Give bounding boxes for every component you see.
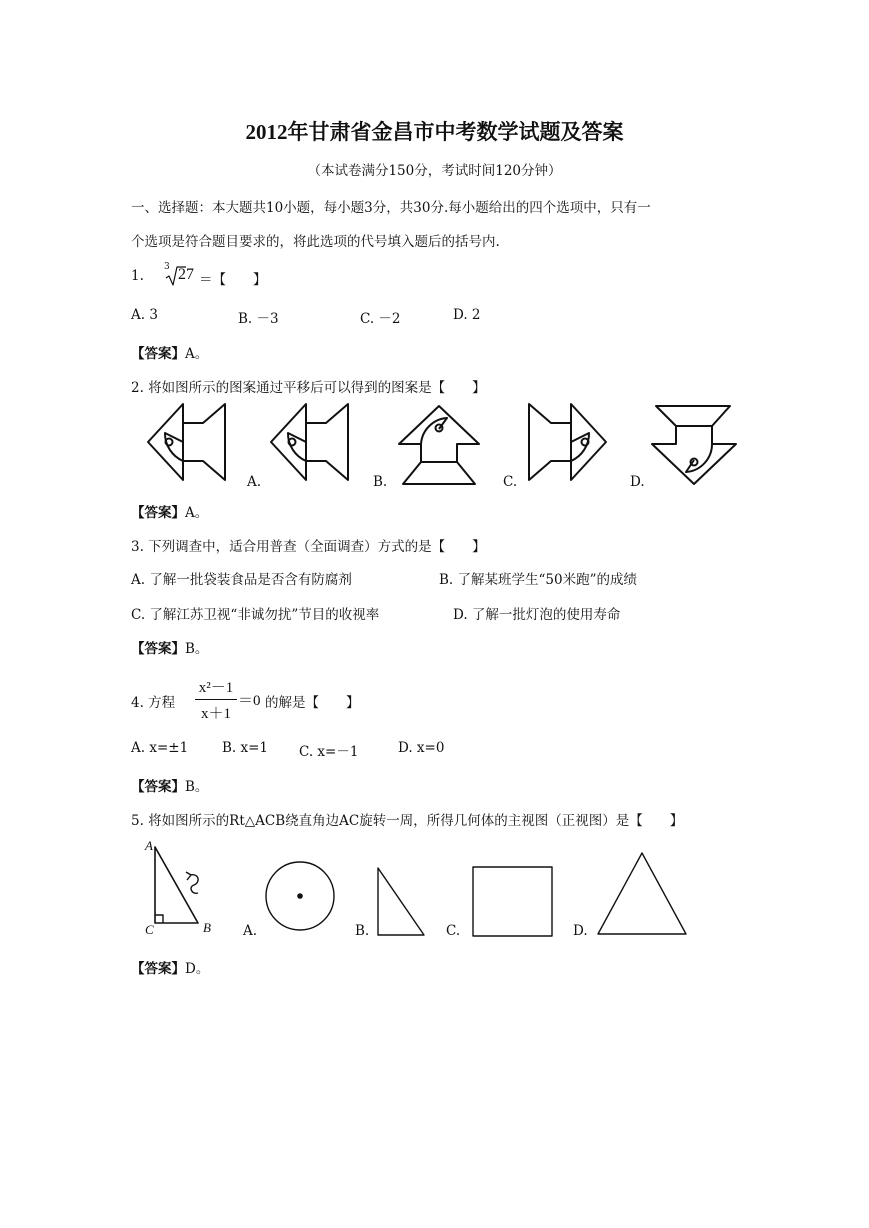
q2-fish-original-figure xyxy=(145,402,235,482)
q5-label-d: D. xyxy=(573,923,588,939)
q2-fish-option-b-figure xyxy=(395,404,485,486)
answer-value: B。 xyxy=(185,779,209,795)
answer-value: B。 xyxy=(185,641,209,657)
q3-option-c: C. 了解江苏卫视“非诚勿扰”节目的收视率 xyxy=(131,607,380,623)
q4-option-b: B. x=1 xyxy=(222,740,269,756)
q5-text: 5. 将如图所示的Rt△ACB绕直角边AC旋转一周，所得几何体的主视图（正视图）是【 】 xyxy=(131,813,684,829)
vertex-label-b: B xyxy=(203,920,211,935)
answer-label: 【答案】 xyxy=(131,346,185,362)
answer-label: 【答案】 xyxy=(131,961,185,977)
q1-radicand: 27 xyxy=(178,266,194,283)
q3-answer xyxy=(131,637,208,657)
section-intro-line2: 个选项是符合题目要求的，将此选项的代号填入题后的括号内. xyxy=(131,234,500,250)
q1-option-c: C. －2 xyxy=(360,311,401,327)
q1-option-b: B. －3 xyxy=(238,311,279,327)
q5-option-c-square-figure xyxy=(471,865,555,939)
q2-answer xyxy=(131,501,208,521)
q3-text: 3. 下列调查中，适合用普查（全面调查）方式的是【 】 xyxy=(131,539,486,555)
q5-option-b-right-triangle-figure xyxy=(375,865,427,939)
q1-option-a: A. 3 xyxy=(131,307,158,323)
q2-text: 2. 将如图所示的图案通过平移后可以得到的图案是【 】 xyxy=(131,380,486,396)
q5-label-c: C. xyxy=(446,923,461,939)
answer-value: D。 xyxy=(185,961,210,977)
q5-option-d-triangle-figure xyxy=(596,851,690,937)
q2-fish-option-a-figure xyxy=(268,402,358,482)
q2-fish-option-d-figure xyxy=(650,404,740,486)
q4-fraction xyxy=(195,676,237,723)
q2-label-b: B. xyxy=(373,474,388,490)
page-title: 2012年甘肃省金昌市中考数学试题及答案 xyxy=(245,120,624,144)
q4-answer xyxy=(131,775,208,795)
q1-tail: ＝【 】 xyxy=(199,272,267,288)
answer-value: A。 xyxy=(185,346,209,362)
q4-prefix: 4. 方程 xyxy=(131,695,176,711)
q5-label-a: A. xyxy=(243,923,258,939)
answer-value: A。 xyxy=(185,505,209,521)
exam-subtitle: （本试卷满分150分，考试时间120分钟） xyxy=(307,163,562,179)
q1-number: 1. xyxy=(131,268,144,284)
q3-option-b: B. 了解某班学生“50米跑”的成绩 xyxy=(439,572,637,588)
q4-option-a: A. x=±1 xyxy=(131,740,189,756)
answer-label: 【答案】 xyxy=(131,779,185,795)
q1-option-d: D. 2 xyxy=(453,307,481,323)
q4-option-d: D. x=0 xyxy=(398,740,445,756)
vertex-label-c: C xyxy=(145,922,154,937)
q2-label-d: D. xyxy=(630,474,645,490)
q5-label-b: B. xyxy=(355,923,370,939)
q3-option-d: D. 了解一批灯泡的使用寿命 xyxy=(453,607,621,623)
answer-label: 【答案】 xyxy=(131,505,185,521)
q4-equals: ＝0 xyxy=(238,693,261,709)
q5-answer xyxy=(131,957,209,977)
section-intro-line1: 一、选择题：本大题共10小题，每小题3分，共30分.每小题给出的四个选项中，只有一 xyxy=(131,200,651,216)
q4-denominator: x＋1 xyxy=(200,706,231,722)
q5-option-a-circle-figure xyxy=(264,860,336,932)
q4-option-c: C. x=－1 xyxy=(299,744,359,760)
vertex-label-a: A xyxy=(145,838,153,853)
q4-suffix: 的解是【 】 xyxy=(265,695,360,711)
q4-numerator: x²－1 xyxy=(198,680,234,696)
q3-option-a: A. 了解一批袋装食品是否含有防腐剂 xyxy=(131,572,352,588)
q2-label-a: A. xyxy=(247,474,262,490)
q1-answer xyxy=(131,342,208,362)
right-triangle-acb-figure xyxy=(150,845,210,927)
fraction-bar xyxy=(195,699,237,700)
answer-label: 【答案】 xyxy=(131,641,185,657)
q2-fish-option-c-figure xyxy=(522,402,612,482)
q2-label-c: C. xyxy=(503,474,518,490)
q1-root-index: 3 xyxy=(164,262,170,272)
